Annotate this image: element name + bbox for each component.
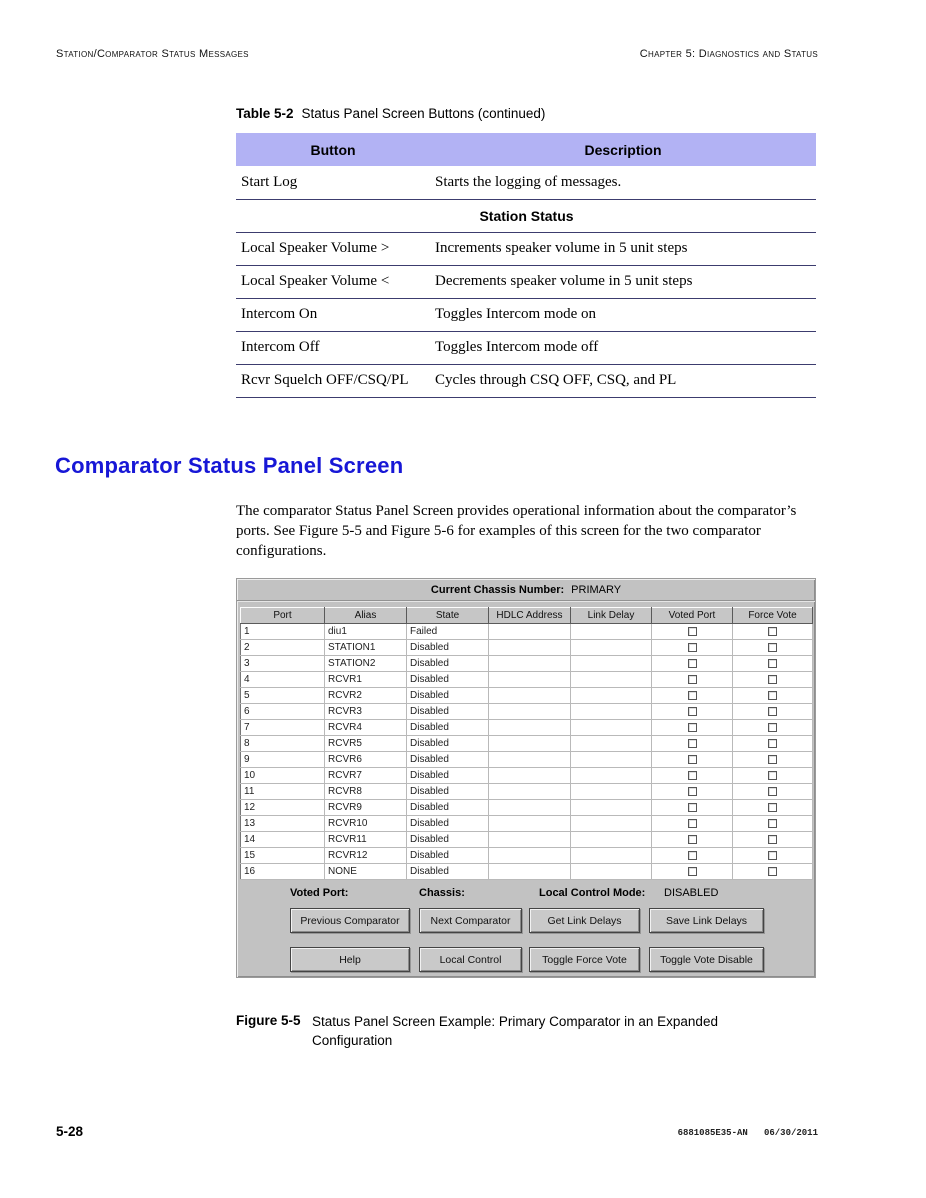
alias-cell: STATION1 [325,640,407,656]
voted-port-checkbox[interactable] [688,787,697,796]
alias-cell: diu1 [325,624,407,640]
button-name-cell: Intercom On [236,298,430,331]
local-control-mode-label: Local Control Mode: [539,887,646,899]
port-cell: 15 [241,848,325,864]
alias-cell: RCVR2 [325,688,407,704]
column-header-alias[interactable]: Alias [325,608,407,624]
voted-port-checkbox-cell [652,624,733,640]
force-vote-checkbox-cell [733,640,813,656]
alias-cell: RCVR3 [325,704,407,720]
button-name-cell: Intercom Off [236,331,430,364]
chassis-label: Chassis: [419,887,465,899]
table-row [236,166,816,199]
description-cell: Starts the logging of messages. [430,166,816,199]
force-vote-checkbox-cell [733,752,813,768]
port-cell: 13 [241,816,325,832]
hdlc-address-cell [489,704,571,720]
force-vote-checkbox[interactable] [768,675,777,684]
link-delay-cell [571,624,652,640]
voted-port-checkbox[interactable] [688,851,697,860]
link-delay-cell [571,720,652,736]
ports-table-header-row [241,608,813,624]
force-vote-checkbox-cell [733,848,813,864]
link-delay-cell [571,736,652,752]
hdlc-address-cell [489,656,571,672]
port-row[interactable] [241,848,813,864]
link-delay-cell [571,864,652,880]
voted-port-checkbox[interactable] [688,867,697,876]
column-header-hdlc-address[interactable]: HDLC Address [489,608,571,624]
voted-port-checkbox-cell [652,704,733,720]
body-paragraph: The comparator Status Panel Screen provides operational information about the comparator’s ports. See Figure 5-5 and Figure 5-6 for examples of this screen for the two comparator configurations. [236,503,797,559]
force-vote-checkbox[interactable] [768,771,777,780]
table-section-row [236,199,816,232]
state-cell: Disabled [407,656,489,672]
voted-port-checkbox[interactable] [688,659,697,668]
port-row[interactable] [241,656,813,672]
section-heading: Comparator Status Panel Screen [55,453,404,478]
voted-port-checkbox-cell [652,864,733,880]
hdlc-address-cell [489,848,571,864]
port-row[interactable] [241,704,813,720]
column-header-link-delay[interactable]: Link Delay [571,608,652,624]
force-vote-checkbox[interactable] [768,659,777,668]
voted-port-checkbox[interactable] [688,739,697,748]
voted-port-checkbox-cell [652,752,733,768]
status-bar [237,887,815,901]
status-panel-buttons-table [236,133,816,398]
voted-port-checkbox[interactable] [688,803,697,812]
voted-port-checkbox-cell [652,784,733,800]
hdlc-address-cell [489,768,571,784]
force-vote-checkbox-cell [733,832,813,848]
force-vote-checkbox[interactable] [768,755,777,764]
description-cell: Increments speaker volume in 5 unit steps [430,232,816,265]
column-header-voted-port[interactable]: Voted Port [652,608,733,624]
force-vote-checkbox[interactable] [768,643,777,652]
port-row[interactable] [241,640,813,656]
port-cell: 3 [241,656,325,672]
port-row[interactable] [241,720,813,736]
hdlc-address-cell [489,816,571,832]
force-vote-checkbox[interactable] [768,851,777,860]
voted-port-checkbox[interactable] [688,675,697,684]
link-delay-cell [571,848,652,864]
alias-cell: RCVR6 [325,752,407,768]
state-cell: Disabled [407,736,489,752]
figure-number: Figure 5-5 [236,1013,301,1028]
voted-port-checkbox[interactable] [688,691,697,700]
port-cell: 2 [241,640,325,656]
voted-port-checkbox-cell [652,848,733,864]
table-caption [236,106,545,121]
port-row[interactable] [241,736,813,752]
state-cell: Disabled [407,864,489,880]
table-section-label: Station Status [236,199,816,232]
alias-cell: NONE [325,864,407,880]
force-vote-checkbox[interactable] [768,787,777,796]
link-delay-cell [571,688,652,704]
hdlc-address-cell [489,736,571,752]
force-vote-checkbox[interactable] [768,627,777,636]
table-title: Status Panel Screen Buttons (continued) [301,106,546,121]
table-row [236,265,816,298]
link-delay-cell [571,784,652,800]
column-header-state[interactable]: State [407,608,489,624]
chassis-titlebar [237,579,815,602]
alias-cell: RCVR9 [325,800,407,816]
port-cell: 7 [241,720,325,736]
voted-port-checkbox-cell [652,672,733,688]
alias-cell: STATION2 [325,656,407,672]
state-cell: Disabled [407,816,489,832]
hdlc-address-cell [489,832,571,848]
description-cell: Cycles through CSQ OFF, CSQ, and PL [430,364,816,397]
hdlc-address-cell [489,624,571,640]
force-vote-checkbox[interactable] [768,691,777,700]
state-cell: Disabled [407,832,489,848]
port-row[interactable] [241,768,813,784]
force-vote-checkbox-cell [733,656,813,672]
ports-table [240,607,813,880]
force-vote-checkbox-cell [733,864,813,880]
column-header-force-vote[interactable]: Force Vote [733,608,813,624]
voted-port-checkbox-cell [652,800,733,816]
link-delay-cell [571,832,652,848]
port-cell: 10 [241,768,325,784]
alias-cell: RCVR1 [325,672,407,688]
voted-port-checkbox-cell [652,736,733,752]
state-cell: Disabled [407,688,489,704]
description-cell: Toggles Intercom mode off [430,331,816,364]
alias-cell: RCVR7 [325,768,407,784]
port-row[interactable] [241,688,813,704]
state-cell: Disabled [407,704,489,720]
voted-port-checkbox-cell [652,768,733,784]
chassis-number-value: PRIMARY [571,584,622,596]
force-vote-checkbox-cell [733,768,813,784]
description-cell: Toggles Intercom mode on [430,298,816,331]
state-cell: Disabled [407,768,489,784]
figure-caption [236,1013,770,1051]
port-cell: 5 [241,688,325,704]
state-cell: Disabled [407,672,489,688]
column-header-port[interactable]: Port [241,608,325,624]
force-vote-checkbox[interactable] [768,867,777,876]
link-delay-cell [571,672,652,688]
table-row [236,232,816,265]
link-delay-cell [571,768,652,784]
force-vote-checkbox-cell [733,784,813,800]
alias-cell: RCVR11 [325,832,407,848]
hdlc-address-cell [489,864,571,880]
link-delay-cell [571,800,652,816]
table-number: Table 5-2 [236,106,294,121]
force-vote-checkbox-cell [733,736,813,752]
voted-port-checkbox-cell [652,720,733,736]
running-header-right: Chapter 5: Diagnostics and Status [639,48,818,60]
voted-port-checkbox-cell [652,656,733,672]
port-cell: 9 [241,752,325,768]
table-row [236,364,816,397]
toggle-vote-disable-button[interactable]: Toggle Vote Disable [649,947,764,972]
alias-cell: RCVR4 [325,720,407,736]
voted-port-checkbox[interactable] [688,771,697,780]
voted-port-checkbox[interactable] [688,627,697,636]
port-row[interactable] [241,816,813,832]
save-link-delays-button[interactable]: Save Link Delays [649,908,764,933]
port-cell: 14 [241,832,325,848]
column-header-description: Description [430,133,816,166]
button-name-cell: Local Speaker Volume < [236,265,430,298]
port-cell: 1 [241,624,325,640]
force-vote-checkbox-cell [733,672,813,688]
button-row-1 [237,908,815,934]
hdlc-address-cell [489,800,571,816]
alias-cell: RCVR12 [325,848,407,864]
column-header-button: Button [236,133,430,166]
port-row[interactable] [241,832,813,848]
hdlc-address-cell [489,752,571,768]
voted-port-label: Voted Port: [290,887,349,899]
force-vote-checkbox[interactable] [768,803,777,812]
voted-port-checkbox[interactable] [688,723,697,732]
port-cell: 11 [241,784,325,800]
state-cell: Disabled [407,752,489,768]
force-vote-checkbox-cell [733,704,813,720]
force-vote-checkbox-cell [733,816,813,832]
table-row [236,331,816,364]
local-control-mode-value: DISABLED [664,887,719,899]
help-button[interactable]: Help [290,947,410,972]
button-row-2 [237,947,815,973]
port-cell: 6 [241,704,325,720]
figure-title: Status Panel Screen Example: Primary Comparator in an Expanded Configuration [312,1014,718,1048]
local-control-button[interactable]: Local Control [419,947,522,972]
doc-number: 6881085E35-AN 06/30/2011 [677,1128,818,1138]
voted-port-checkbox[interactable] [688,643,697,652]
port-row[interactable] [241,624,813,640]
port-cell: 16 [241,864,325,880]
port-cell: 12 [241,800,325,816]
toggle-force-vote-button[interactable]: Toggle Force Vote [529,947,640,972]
table-header-row [236,133,816,166]
voted-port-checkbox-cell [652,640,733,656]
port-row[interactable] [241,864,813,880]
description-cell: Decrements speaker volume in 5 unit steps [430,265,816,298]
button-name-cell: Local Speaker Volume > [236,232,430,265]
hdlc-address-cell [489,720,571,736]
button-name-cell: Rcvr Squelch OFF/CSQ/PL [236,364,430,397]
force-vote-checkbox-cell [733,800,813,816]
hdlc-address-cell [489,672,571,688]
port-cell: 4 [241,672,325,688]
voted-port-checkbox[interactable] [688,755,697,764]
comparator-status-panel-screenshot [236,578,816,978]
chassis-number-label: Current Chassis Number: [430,584,565,596]
force-vote-checkbox[interactable] [768,707,777,716]
running-header [56,48,818,60]
force-vote-checkbox-cell [733,624,813,640]
state-cell: Disabled [407,784,489,800]
port-row[interactable] [241,800,813,816]
voted-port-checkbox[interactable] [688,835,697,844]
port-row[interactable] [241,672,813,688]
hdlc-address-cell [489,688,571,704]
running-header-left: Station/Comparator Status Messages [56,48,249,60]
link-delay-cell [571,752,652,768]
alias-cell: RCVR10 [325,816,407,832]
force-vote-checkbox[interactable] [768,819,777,828]
voted-port-checkbox-cell [652,688,733,704]
link-delay-cell [571,704,652,720]
previous-comparator-button[interactable]: Previous Comparator [290,908,410,933]
alias-cell: RCVR5 [325,736,407,752]
force-vote-checkbox-cell [733,688,813,704]
state-cell: Disabled [407,640,489,656]
state-cell: Disabled [407,720,489,736]
voted-port-checkbox[interactable] [688,707,697,716]
link-delay-cell [571,816,652,832]
state-cell: Disabled [407,800,489,816]
force-vote-checkbox[interactable] [768,835,777,844]
button-name-cell: Start Log [236,166,430,199]
table-row [236,298,816,331]
page-number: 5-28 [56,1124,84,1139]
voted-port-checkbox-cell [652,816,733,832]
voted-port-checkbox-cell [652,832,733,848]
voted-port-checkbox[interactable] [688,819,697,828]
state-cell: Disabled [407,848,489,864]
force-vote-checkbox[interactable] [768,723,777,732]
hdlc-address-cell [489,640,571,656]
link-delay-cell [571,640,652,656]
force-vote-checkbox-cell [733,720,813,736]
hdlc-address-cell [489,784,571,800]
next-comparator-button[interactable]: Next Comparator [419,908,522,933]
get-link-delays-button[interactable]: Get Link Delays [529,908,640,933]
alias-cell: RCVR8 [325,784,407,800]
port-row[interactable] [241,784,813,800]
port-row[interactable] [241,752,813,768]
force-vote-checkbox[interactable] [768,739,777,748]
port-cell: 8 [241,736,325,752]
link-delay-cell [571,656,652,672]
state-cell: Failed [407,624,489,640]
